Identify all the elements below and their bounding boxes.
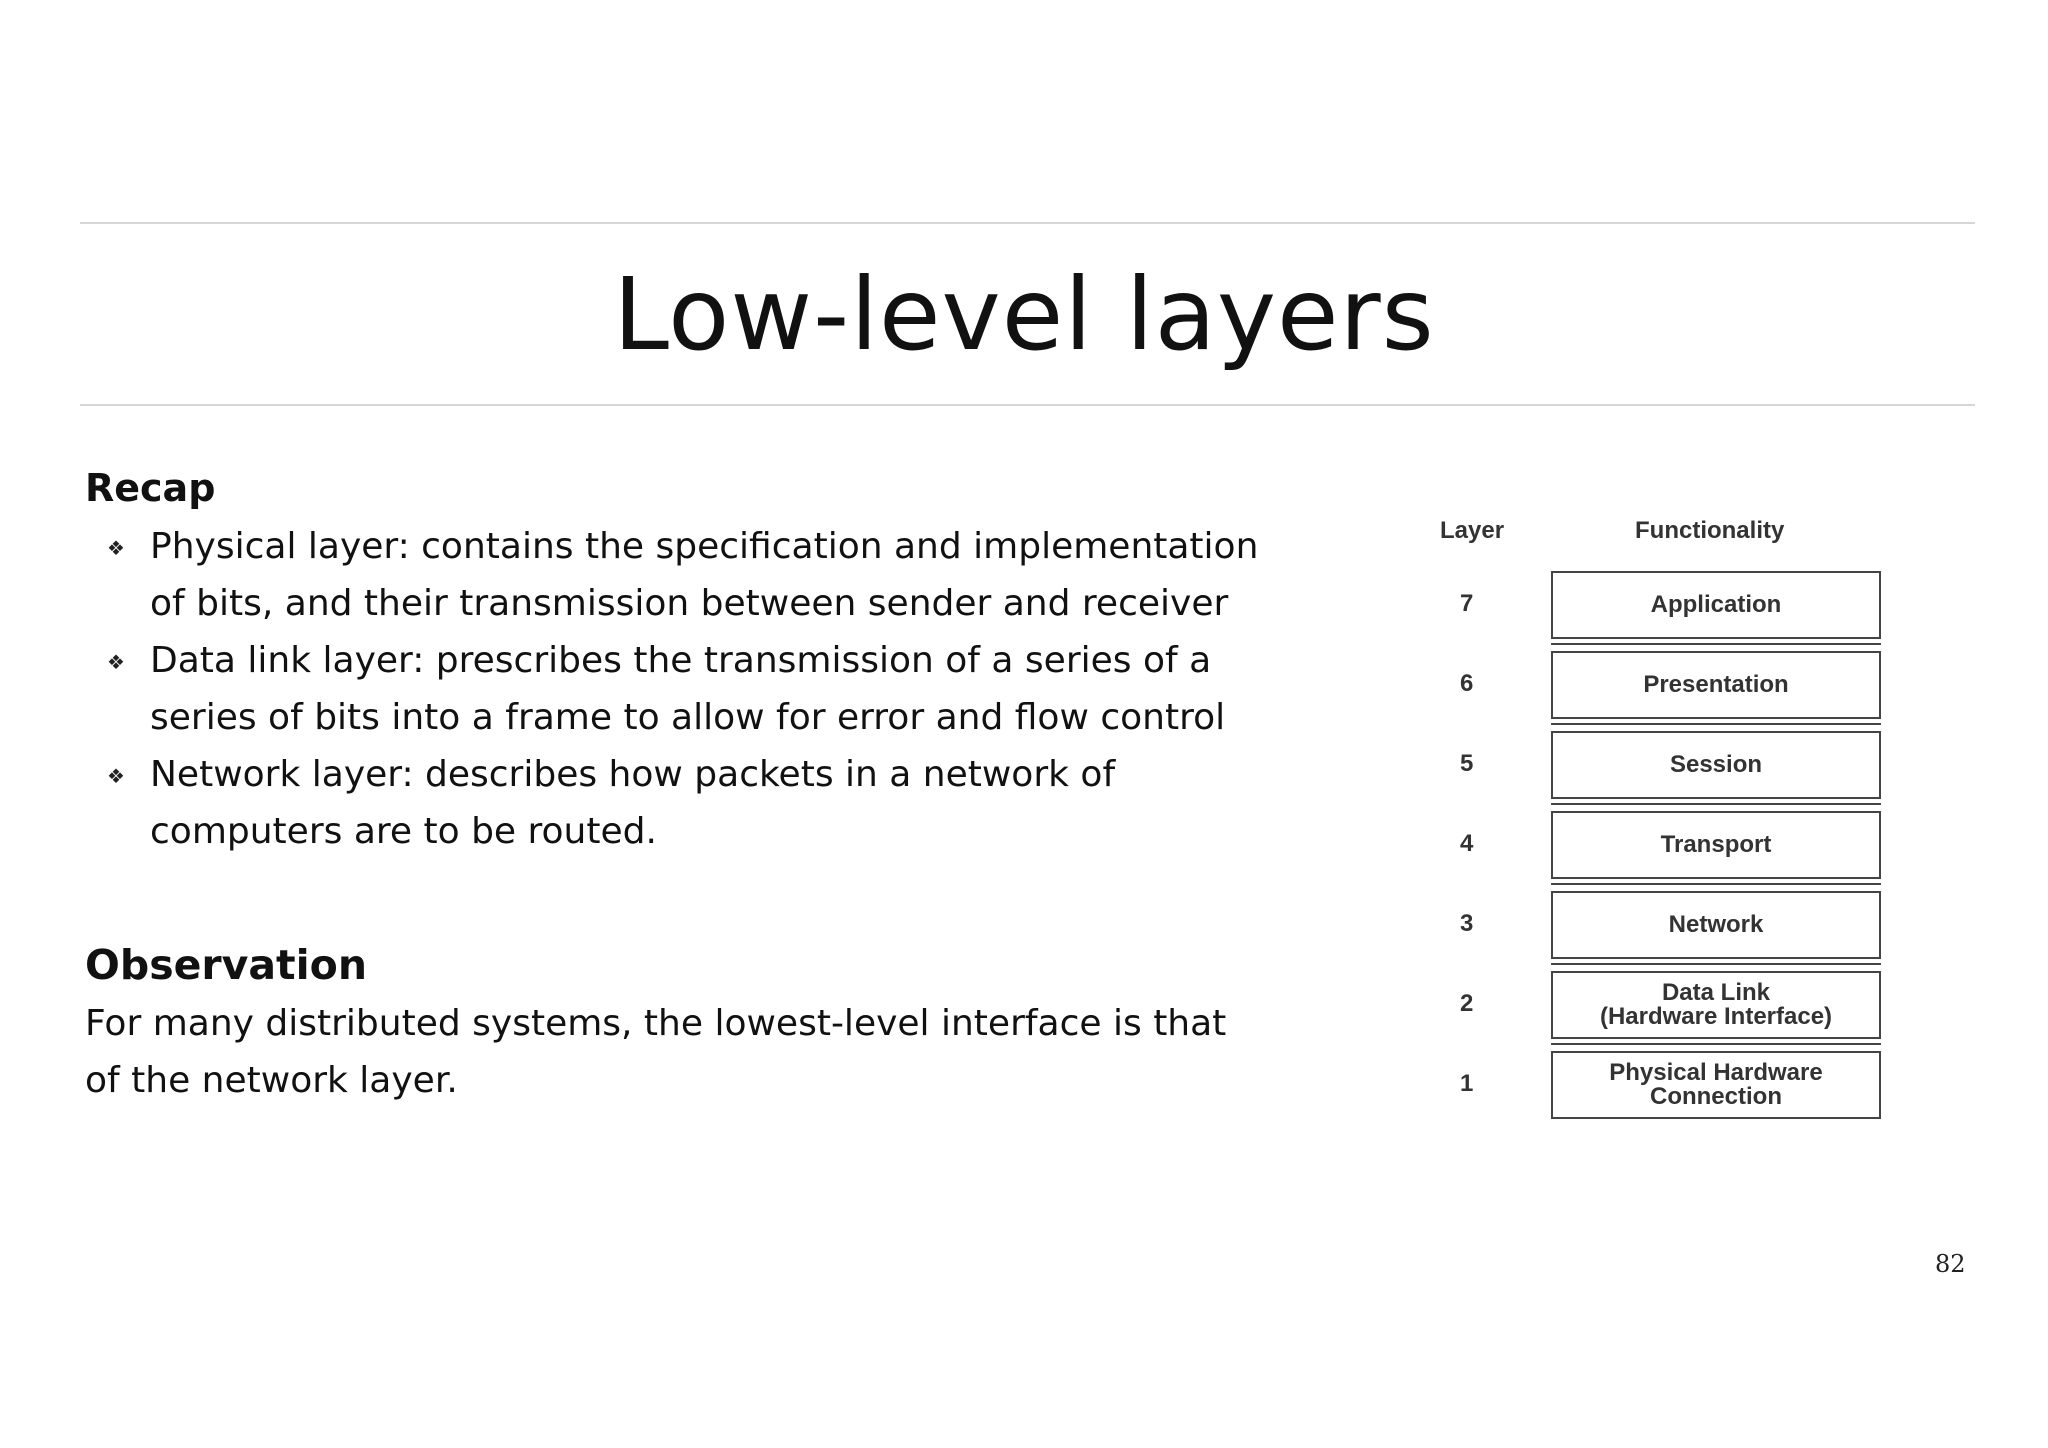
- diagram-header-layer: Layer: [1440, 517, 1505, 544]
- list-item-text: Network layer: describes how packets in a network of computers are to be routed.: [150, 754, 1116, 852]
- layer-separator: [1551, 723, 1881, 725]
- diamond-bullet-icon: ❖: [107, 764, 125, 788]
- layer-separator: [1551, 643, 1881, 645]
- layer-box-physical: Physical Hardware Connection: [1551, 1051, 1881, 1119]
- layer-box-data-link: Data Link (Hardware Interface): [1551, 971, 1881, 1039]
- layer-box-transport: Transport: [1551, 811, 1881, 879]
- layer-separator: [1551, 883, 1881, 885]
- layer-number: 7: [1460, 590, 1474, 617]
- observation-text: For many distributed systems, the lowest-level interface is that of the network layer.: [85, 1003, 1227, 1101]
- diamond-bullet-icon: ❖: [107, 536, 125, 560]
- top-divider: [80, 222, 1975, 224]
- list-item: [85, 746, 1280, 860]
- layer-number: 3: [1460, 910, 1474, 937]
- observation-heading: Observation: [85, 941, 368, 989]
- layer-separator: [1551, 1043, 1881, 1045]
- list-item-text: Data link layer: prescribes the transmission of a series of a series of bits into a frame to allow for error and flow control: [150, 640, 1226, 738]
- layer-box-application: Application: [1551, 571, 1881, 639]
- recap-heading: Recap: [85, 466, 216, 510]
- diagram-header-functionality: Functionality: [1635, 517, 1785, 544]
- slide-title: Low-level layers: [613, 256, 1435, 373]
- list-item: [85, 518, 1280, 632]
- layer-box-session: Session: [1551, 731, 1881, 799]
- layer-number: 1: [1460, 1070, 1474, 1097]
- page-number: 82: [1935, 1250, 1966, 1278]
- diamond-bullet-icon: ❖: [107, 650, 125, 674]
- layer-separator: [1551, 963, 1881, 965]
- list-item: [85, 632, 1280, 746]
- layer-separator: [1551, 803, 1881, 805]
- layer-box-network: Network: [1551, 891, 1881, 959]
- layer-number: 5: [1460, 750, 1474, 777]
- layer-box-presentation: Presentation: [1551, 651, 1881, 719]
- layer-number: 6: [1460, 670, 1474, 697]
- layer-number: 4: [1460, 830, 1474, 857]
- osi-layer-diagram: [1420, 505, 1920, 1145]
- recap-list: [85, 518, 1285, 860]
- title-divider: [80, 404, 1975, 406]
- list-item-text: Physical layer: contains the specification and implementation of bits, and their transmission between sender and receiver: [150, 526, 1259, 624]
- content-column: [85, 458, 1285, 1109]
- layer-number: 2: [1460, 990, 1474, 1017]
